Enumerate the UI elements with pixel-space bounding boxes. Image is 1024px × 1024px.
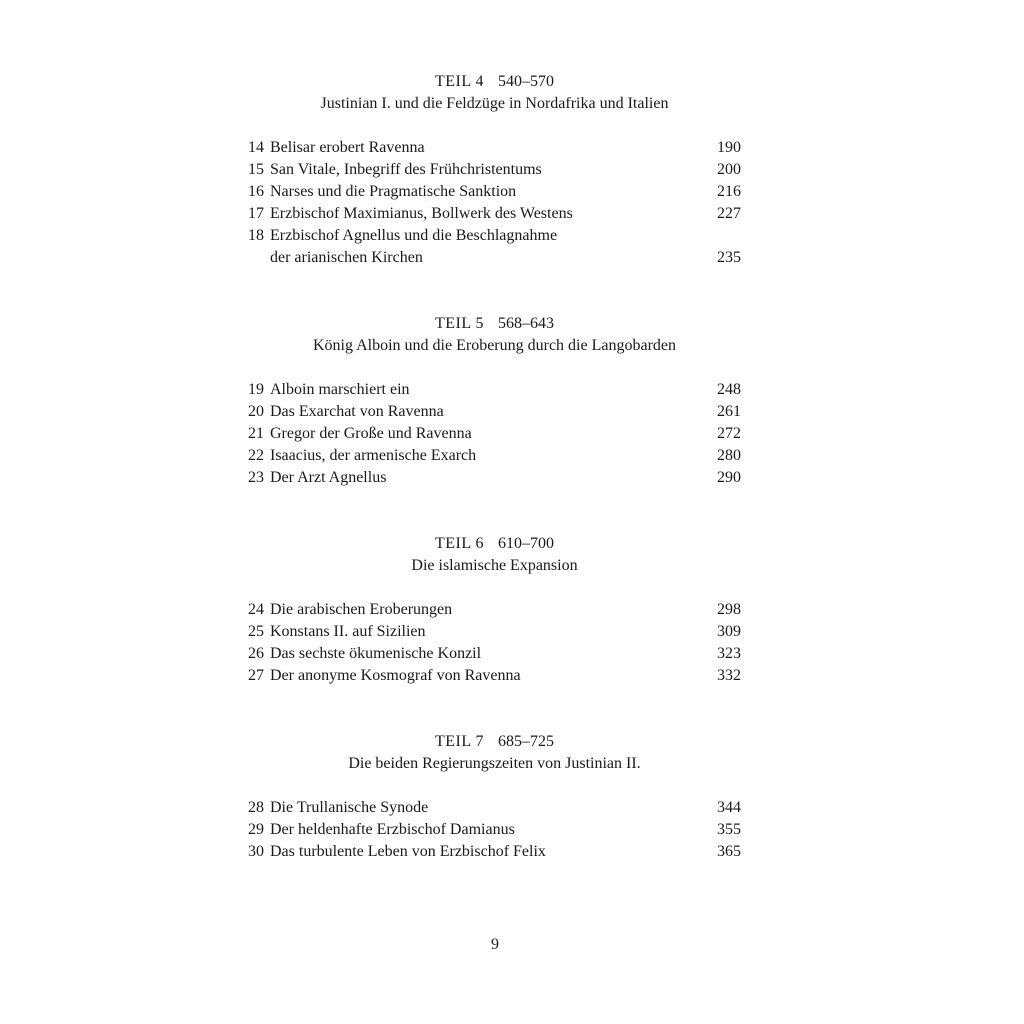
- toc-entry: [248, 599, 741, 621]
- part-label: TEIL 4: [434, 73, 485, 90]
- part-section-4: [248, 71, 741, 269]
- chapter-page: 216: [717, 183, 741, 200]
- chapter-title: Gregor der Große und Ravenna: [270, 425, 472, 442]
- chapter-number: 20: [248, 403, 264, 420]
- chapter-title: Belisar erobert Ravenna: [270, 139, 425, 156]
- chapter-title: Konstans II. auf Sizilien: [270, 623, 426, 640]
- toc-entry: [248, 621, 741, 643]
- chapter-page: 261: [717, 403, 741, 420]
- part-heading: [248, 533, 741, 555]
- toc-entry: [248, 841, 741, 863]
- part-label: TEIL 6: [434, 535, 485, 552]
- chapter-title: Isaacius, der armenische Exarch: [270, 447, 477, 464]
- toc-entry: [248, 379, 741, 401]
- part-section-5: [248, 313, 741, 505]
- toc-entry: [248, 467, 741, 489]
- chapter-page: 227: [717, 205, 741, 222]
- chapter-title: Das Exarchat von Ravenna: [270, 403, 444, 420]
- part-label: TEIL 5: [434, 315, 485, 332]
- chapter-number: 19: [248, 381, 264, 398]
- chapter-title: Das turbulente Leben von Erzbischof Felix: [270, 843, 546, 860]
- toc-list: [248, 379, 741, 489]
- toc-list: [248, 797, 741, 863]
- chapter-title: Das sechste ökumenische Konzil: [270, 645, 482, 662]
- chapter-title-line-2: der arianischen Kirchen: [270, 249, 423, 266]
- chapter-number: 17: [248, 205, 264, 222]
- part-subtitle: Justinian I. und die Feldzüge in Nordafrika und Italien: [320, 95, 669, 112]
- toc-entry: [248, 181, 741, 203]
- toc-entry: [248, 203, 741, 225]
- part-section-6: [248, 533, 741, 703]
- chapter-page: 248: [717, 381, 741, 398]
- chapter-page: 323: [717, 645, 741, 662]
- chapter-page: 190: [717, 139, 741, 156]
- chapter-number: 27: [248, 667, 264, 684]
- chapter-number: 22: [248, 447, 264, 464]
- chapter-page: 290: [717, 469, 741, 486]
- chapter-page: 344: [717, 799, 741, 816]
- chapter-page: 272: [717, 425, 741, 442]
- part-subtitle: König Alboin und die Eroberung durch die Langobarden: [312, 337, 677, 354]
- toc-entry: [248, 159, 741, 181]
- chapter-page: 200: [717, 161, 741, 178]
- chapter-title: Der Arzt Agnellus: [270, 469, 387, 486]
- part-years: 568–643: [498, 315, 555, 332]
- part-years: 685–725: [498, 733, 555, 750]
- toc-entry: [248, 797, 741, 819]
- chapter-title: Erzbischof Maximianus, Bollwerk des Westens: [270, 205, 573, 222]
- chapter-number: 14: [248, 139, 264, 156]
- toc-entry: [248, 445, 741, 467]
- chapter-number: 29: [248, 821, 264, 838]
- part-section-7: [248, 731, 741, 879]
- chapter-number: 26: [248, 645, 264, 662]
- chapter-number: 18: [248, 227, 264, 244]
- chapter-title: Narses und die Pragmatische Sanktion: [270, 183, 517, 200]
- part-years: 540–570: [498, 73, 555, 90]
- chapter-title: San Vitale, Inbegriff des Frühchristentums: [270, 161, 542, 178]
- toc-entry: [248, 423, 741, 445]
- chapter-title: Die Trullanische Synode: [270, 799, 429, 816]
- chapter-page: 280: [717, 447, 741, 464]
- chapter-number: 15: [248, 161, 264, 178]
- toc-entry: [248, 225, 741, 269]
- part-heading: [248, 71, 741, 93]
- chapter-title: Der anonyme Kosmograf von Ravenna: [270, 667, 521, 684]
- part-years: 610–700: [498, 535, 555, 552]
- toc-entry: [248, 665, 741, 687]
- chapter-title: [270, 225, 701, 269]
- toc-list: [248, 599, 741, 687]
- chapter-number: 23: [248, 469, 264, 486]
- chapter-title: Der heldenhafte Erzbischof Damianus: [270, 821, 515, 838]
- part-label: TEIL 7: [434, 733, 485, 750]
- chapter-page: 365: [717, 843, 741, 860]
- chapter-number: 28: [248, 799, 264, 816]
- chapter-number: 25: [248, 623, 264, 640]
- chapter-number: 16: [248, 183, 264, 200]
- chapter-number: 21: [248, 425, 264, 442]
- toc-entry: [248, 401, 741, 423]
- toc-entry: [248, 643, 741, 665]
- part-subtitle: Die islamische Expansion: [411, 557, 578, 574]
- part-heading: [248, 731, 741, 753]
- chapter-title: Die arabischen Eroberungen: [270, 601, 453, 618]
- chapter-page: 309: [717, 623, 741, 640]
- chapter-page: 332: [717, 667, 741, 684]
- toc-entry: [248, 819, 741, 841]
- toc-list: [248, 137, 741, 269]
- chapter-page: 235: [717, 249, 741, 266]
- chapter-number: 24: [248, 601, 264, 618]
- part-subtitle: Die beiden Regierungszeiten von Justinian II.: [348, 755, 641, 772]
- chapter-page: 355: [717, 821, 741, 838]
- chapter-number: 30: [248, 843, 264, 860]
- chapter-title-line-1: Erzbischof Agnellus und die Beschlagnahme: [270, 227, 558, 244]
- chapter-page: 298: [717, 601, 741, 618]
- page-number: 9: [491, 936, 499, 953]
- toc-entry: [248, 137, 741, 159]
- part-heading: [248, 313, 741, 335]
- chapter-title: Alboin marschiert ein: [270, 381, 410, 398]
